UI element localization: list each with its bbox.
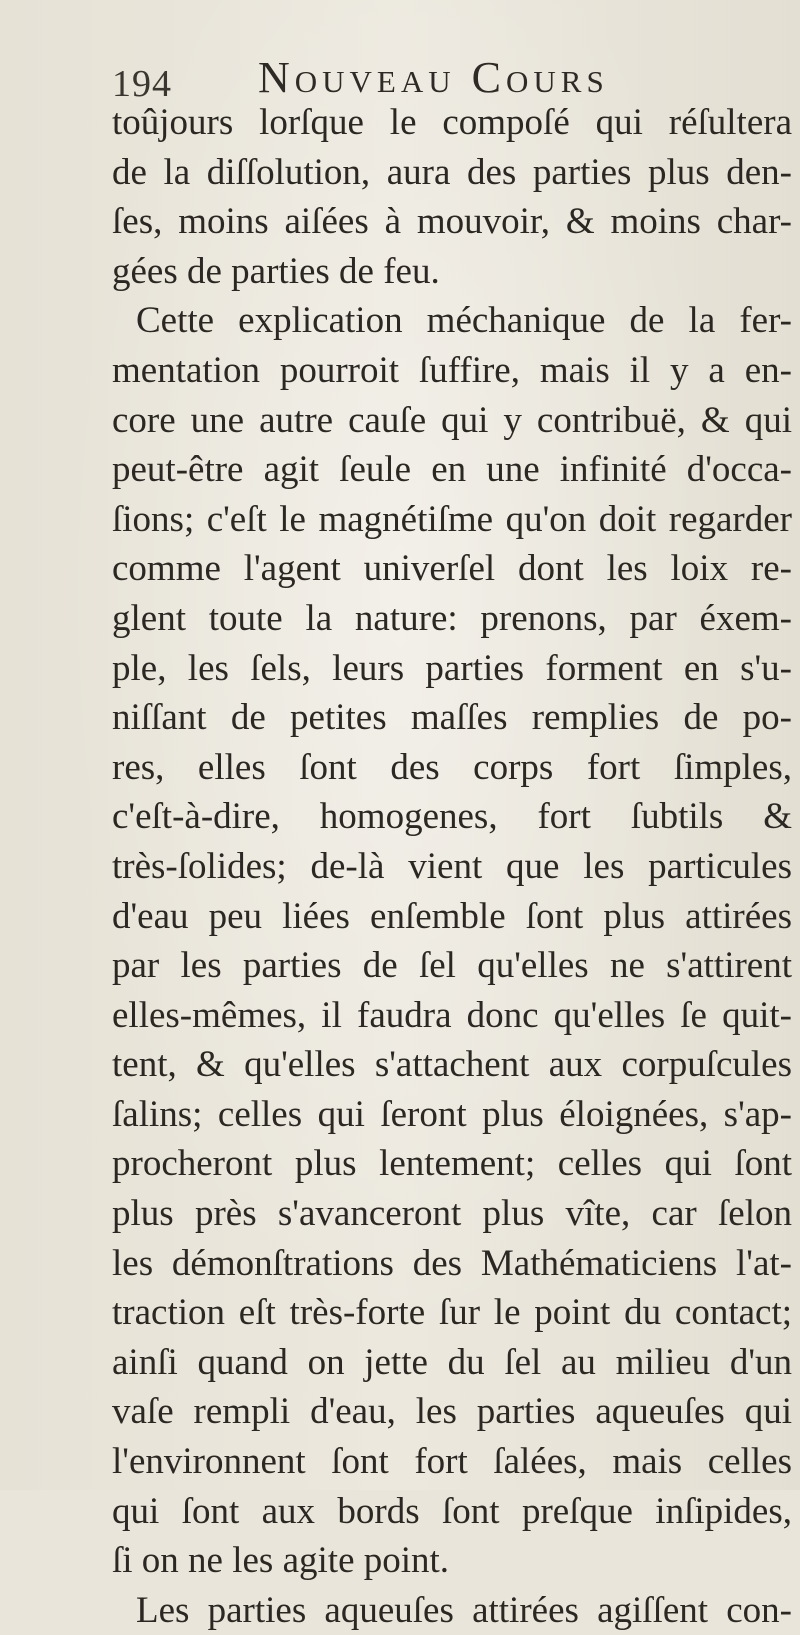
text-line: res, elles ſont des corps fort ſimples,: [112, 746, 792, 788]
text-line: core une autre cauſe qui y contribuë, & qui: [112, 399, 792, 441]
text-line: c'eſt-à-dire, homogenes, fort ſubtils &: [112, 796, 792, 838]
text-line: très-ſolides; de-là vient que les particules: [112, 845, 792, 887]
text-line: ſions; c'eſt le magnétiſme qu'on doit regarder: [112, 498, 792, 540]
text-line: par les parties de ſel qu'elles ne s'attirent: [112, 945, 792, 987]
paragraph-start-line: Cette explication méchanique de la fer-: [136, 300, 792, 342]
text-line: d'eau peu liées enſemble ſont plus attirées: [112, 895, 792, 937]
text-line: plus près s'avanceront plus vîte, car ſelon: [112, 1193, 792, 1235]
text-line: ainſi quand on jette du ſel au milieu d'un: [112, 1341, 792, 1383]
text-line: glent toute la nature: prenons, par éxem-: [112, 597, 792, 639]
text-line: toûjours lorſque le compoſé qui réſultera: [112, 102, 792, 143]
text-line: vaſe rempli d'eau, les parties aqueuſes qui: [112, 1391, 792, 1433]
text-line: l'environnent ſont fort ſalées, mais celles: [112, 1441, 792, 1483]
text-line: gées de parties de feu.: [112, 250, 440, 292]
text-line: niſſant de petites maſſes remplies de po-: [112, 697, 792, 739]
text-line: qui ſont aux bords ſont preſque inſipides,: [112, 1490, 792, 1532]
text-line: ple, les ſels, leurs parties forment en s'u-: [112, 647, 792, 689]
text-line: ſalins; celles qui ſeront plus éloignées, s'ap-: [112, 1093, 792, 1135]
text-line: les démonſtrations des Mathématiciens l'at-: [112, 1242, 792, 1284]
text-line: ſi on ne les agite point.: [112, 1540, 450, 1582]
text-line: procheront plus lentement; celles qui ſont: [112, 1143, 792, 1185]
paragraph-start-line: Les parties aqueuſes attirées agiſſent con-: [136, 1589, 792, 1631]
text-line: elles-mêmes, il faudra donc qu'elles ſe quit-: [112, 994, 792, 1036]
text-line: traction eſt très-forte ſur le point du contact;: [112, 1292, 792, 1334]
text-line: de la diſſolution, aura des parties plus den-: [112, 151, 792, 193]
page-number: 194: [112, 63, 172, 105]
body-text: [112, 98, 792, 1635]
text-line: ſes, moins aiſées à mouvoir, & moins char-: [112, 201, 792, 243]
text-line: tent, & qu'elles s'attachent aux corpuſcules: [112, 1044, 792, 1086]
text-line: peut-être agit ſeule en une infinité d'occa-: [112, 449, 792, 491]
running-title: Nouveau Cours: [258, 53, 609, 102]
text-line: mentation pourroit ſuffire, mais il y a en-: [112, 349, 792, 391]
text-line: comme l'agent univerſel dont les loix re-: [112, 548, 792, 590]
